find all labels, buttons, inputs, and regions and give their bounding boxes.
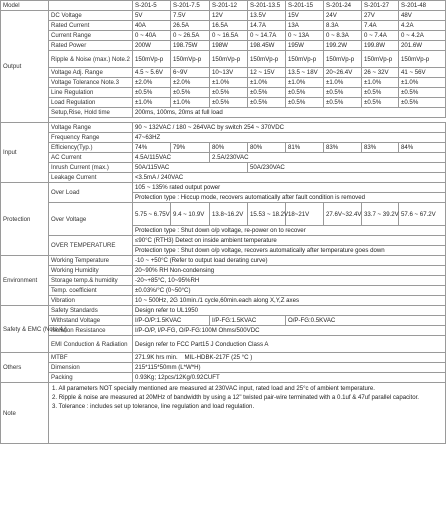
row-rated-power <box>1 41 446 51</box>
row-temp-coeff <box>1 286 446 296</box>
value-cell: 83% <box>362 143 399 153</box>
row-over-load <box>1 183 446 193</box>
value-cell: 0 ~ 7.4A <box>362 31 399 41</box>
value-cell: 201.6W <box>399 41 446 51</box>
value-cell: 57.6 ~ 67.2V <box>399 203 446 226</box>
value-cell: ±1.0% <box>171 98 210 108</box>
value-cell: ±1.0% <box>399 78 446 88</box>
value-cell: 50A/115VAC <box>133 163 248 173</box>
row-ac-current <box>1 153 446 163</box>
row-label: MTBF <box>49 353 133 363</box>
value-cell: 20~26.4V <box>324 68 362 78</box>
value-cell: 0 ~ 13A <box>286 31 324 41</box>
model-cell: S-201-15 <box>286 1 324 11</box>
value-cell: I/P-FG:1.5KVAC <box>210 316 286 326</box>
value-cell: 74% <box>133 143 171 153</box>
value-cell: ±0.5% <box>286 88 324 98</box>
row-safety-standards <box>1 306 446 316</box>
value-cell: ±0.5% <box>399 98 446 108</box>
value-cell: 0 ~ 14.7A <box>248 31 286 41</box>
value-cell: 0 ~ 40A <box>133 31 171 41</box>
value-cell: ±0.5% <box>324 88 362 98</box>
row-label: Rated Power <box>49 41 133 51</box>
model-header: Model <box>1 1 49 11</box>
row-label: Setup,Rise, Hold time <box>49 108 133 118</box>
row-leakage <box>1 173 446 183</box>
row-efficiency <box>1 143 446 153</box>
value-cell: -10 ~ +50°C (Refer to output load derating curve) <box>133 256 446 266</box>
value-cell: 10~13V <box>210 68 248 78</box>
row-label: Load Regulation <box>49 98 133 108</box>
row-notes <box>1 383 446 444</box>
value-cell: 6~9V <box>171 68 210 78</box>
value-cell: ±0.03%/°C (0~50°C) <box>133 286 446 296</box>
value-cell: 80% <box>248 143 286 153</box>
value-cell: ±2.0% <box>133 78 171 88</box>
row-label: Voltage Range <box>49 123 133 133</box>
value-cell: Design refer to FCC Part15 J Conduction Class A <box>133 336 446 353</box>
value-cell: ±0.5% <box>133 88 171 98</box>
value-cell: 15.53 ~ 18.2V <box>248 203 286 226</box>
row-label: OVER TEMPERATURE <box>49 236 133 256</box>
value-cell: 199.8W <box>362 41 399 51</box>
value-cell: 198W <box>210 41 248 51</box>
value-cell: 0 ~ 26.5A <box>171 31 210 41</box>
value-cell: 150mVp-p <box>248 51 286 68</box>
value-cell: O/P-FG:0.5KVAC <box>286 316 446 326</box>
value-cell: 12V <box>210 11 248 21</box>
model-cell: S-201-5 <box>133 1 171 11</box>
model-cell: S-201-7.5 <box>171 1 210 11</box>
value-cell: 2.5A/230VAC <box>210 153 446 163</box>
row-label: Dimension <box>49 363 133 373</box>
value-cell: Protection type : Shut down o/p voltage, re-power on to recover <box>133 226 446 236</box>
value-cell: 90 ~ 132VAC / 180 ~ 264VAC by switch 254 ~ 370VDC <box>133 123 446 133</box>
value-cell: 150mVp-p <box>210 51 248 68</box>
value-cell: 150mVp-p <box>133 51 171 68</box>
value-cell: ±1.0% <box>133 98 171 108</box>
value-cell: 105 ~ 135% rated output power <box>133 183 446 193</box>
value-cell: 47~63HZ <box>133 133 446 143</box>
value-cell: 0 ~ 4.2A <box>399 31 446 41</box>
row-emi <box>1 336 446 353</box>
value-cell: 40A <box>133 21 171 31</box>
value-cell: Protection type : Shut down o/p voltage, recovers automatically after temperature goes down <box>133 246 446 256</box>
row-storage <box>1 276 446 286</box>
value-cell: 200W <box>133 41 171 51</box>
value-cell: 27V <box>362 11 399 21</box>
value-cell: ±0.5% <box>248 98 286 108</box>
value-cell: 150mVp-p <box>399 51 446 68</box>
row-label: Working Temperature <box>49 256 133 266</box>
value-cell: ±0.5% <box>171 88 210 98</box>
value-cell: 26.5A <box>171 21 210 31</box>
value-cell: 5V <box>133 11 171 21</box>
row-label: Withstand Voltage <box>49 316 133 326</box>
value-cell: 24V <box>324 11 362 21</box>
row-label: DC Voltage <box>49 11 133 21</box>
row-over-temperature <box>1 236 446 246</box>
value-cell: Design refer to UL1950 <box>133 306 446 316</box>
value-cell: 48V <box>399 11 446 21</box>
value-cell: 0 ~ 16.5A <box>210 31 248 41</box>
value-cell: ±1.0% <box>286 78 324 88</box>
row-rated-current <box>1 21 446 31</box>
row-label: Working Humidity <box>49 266 133 276</box>
row-label: Ripple & Noise (max.) Note.2 <box>49 51 133 68</box>
value-cell: Protection type : Hiccup mode, recovers automatically after fault condition is removed <box>133 193 446 203</box>
row-label: Inrush Current (max.) <box>49 163 133 173</box>
row-label: Safety Standards <box>49 306 133 316</box>
value-cell: ±1.0% <box>210 78 248 88</box>
row-inrush <box>1 163 446 173</box>
value-cell: I/P-O/P, I/P-FG, O/P-FG:100M Ohms/500VDC <box>133 326 446 336</box>
row-packing <box>1 373 446 383</box>
row-label: Storage temp.& humidity <box>49 276 133 286</box>
value-cell: 198.75W <box>171 41 210 51</box>
value-cell: 195W <box>286 41 324 51</box>
row-label: Efficiency(Typ.) <box>49 143 133 153</box>
value-cell: 0 ~ 8.3A <box>324 31 362 41</box>
model-cell: S-201-13.5 <box>248 1 286 11</box>
value-cell: ±0.5% <box>210 98 248 108</box>
value-cell: 84% <box>399 143 446 153</box>
value-cell: I/P-O/P:1.5KVAC <box>133 316 210 326</box>
value-cell: <3.5mA / 240VAC <box>133 173 446 183</box>
value-cell: 7.4A <box>362 21 399 31</box>
model-cell: S-201-24 <box>324 1 362 11</box>
row-frequency <box>1 133 446 143</box>
value-cell: ±1.0% <box>248 78 286 88</box>
row-vibration <box>1 296 446 306</box>
value-cell: 13.8~16.2V <box>210 203 248 226</box>
value-cell: 7.5V <box>171 11 210 21</box>
row-current-range <box>1 31 446 41</box>
value-cell: 198.45W <box>248 41 286 51</box>
value-cell: 150mVp-p <box>286 51 324 68</box>
value-cell: 13.5V <box>248 11 286 21</box>
value-cell: 4.5A/115VAC <box>133 153 210 163</box>
value-cell: 79% <box>171 143 210 153</box>
value-cell: 271.9K hrs min. MIL-HDBK-217F (25 °C ) <box>133 353 446 363</box>
value-cell: 0.93Kg; 12pcs/12Kg/0.92CUFT <box>133 373 446 383</box>
value-cell: 150mVp-p <box>362 51 399 68</box>
category-safety: Safety & EMC (Note 4.) <box>1 306 49 353</box>
value-cell: 13.5 ~ 18V <box>286 68 324 78</box>
value-cell: 81% <box>286 143 324 153</box>
category-others: Others <box>1 353 49 383</box>
note-1: 1. All parameters NOT specially mentioned are measured at 230VAC input, rated load and 25°c of ambient temperature. <box>52 385 375 392</box>
value-cell: ≤90°C (RTH3) Detect on inside ambient temperature <box>133 236 446 246</box>
row-label: Frequency Range <box>49 133 133 143</box>
value-cell: 10 ~ 500Hz, 2G 10min./1 cycle,60min.each along X,Y,Z axes <box>133 296 446 306</box>
row-isolation <box>1 326 446 336</box>
value-cell: ±0.5% <box>324 98 362 108</box>
row-label: AC Current <box>49 153 133 163</box>
row-voltage-range <box>1 123 446 133</box>
row-label: Current Range <box>49 31 133 41</box>
category-output: Output <box>1 11 49 123</box>
row-label: Voltage Adj. Range <box>49 68 133 78</box>
row-voltage-tolerance <box>1 78 446 88</box>
value-cell: ±2.0% <box>171 78 210 88</box>
value-cell: ±0.5% <box>248 88 286 98</box>
value-cell: 16.5A <box>210 21 248 31</box>
value-cell: 150mVp-p <box>171 51 210 68</box>
row-working-humidity <box>1 266 446 276</box>
row-label: Rated Current <box>49 21 133 31</box>
value-cell: 12 ~ 15V <box>248 68 286 78</box>
value-cell: 199.2W <box>324 41 362 51</box>
model-cell: S-201-27 <box>362 1 399 11</box>
row-label: Vibration <box>49 296 133 306</box>
row-over-voltage <box>1 203 446 226</box>
value-cell: 14.7A <box>248 21 286 31</box>
row-label: EMI Conduction & Radiation <box>49 336 133 353</box>
value-cell: 80% <box>210 143 248 153</box>
row-withstand <box>1 316 446 326</box>
value-cell: 4.5 ~ 5.6V <box>133 68 171 78</box>
category-protection: Protection <box>1 183 49 256</box>
category-environment: Environment <box>1 256 49 306</box>
note-2: 2. Ripple & noise are measured at 20MHz of bandwidth by using a 12" twisted pair-wire terminated with a 0.1uf & 47uf parallel capacitor. <box>52 393 419 401</box>
value-cell: ±0.5% <box>362 98 399 108</box>
row-load-regulation <box>1 98 446 108</box>
category-input: Input <box>1 123 49 183</box>
value-cell: 150mVp-p <box>324 51 362 68</box>
category-note: Note <box>1 383 49 444</box>
value-cell: 20~90% RH Non-condensing <box>133 266 446 276</box>
row-mtbf <box>1 353 446 363</box>
row-dc-voltage <box>1 11 446 21</box>
row-label: Packing <box>49 373 133 383</box>
value-cell: ±0.5% <box>399 88 446 98</box>
value-cell: ±0.5% <box>362 88 399 98</box>
row-label: Over Load <box>49 183 133 203</box>
value-cell: ±0.5% <box>286 98 324 108</box>
note-3: 3. Tolerance : includes set up tolerance, line regulation and load regulation. <box>52 402 255 410</box>
value-cell: 26 ~ 32V <box>362 68 399 78</box>
model-cell: S-201-48 <box>399 1 446 11</box>
row-dimension <box>1 363 446 373</box>
value-cell: 41 ~ 56V <box>399 68 446 78</box>
value-cell: ±1.0% <box>362 78 399 88</box>
row-ripple <box>1 51 446 68</box>
value-cell: ±0.5% <box>210 88 248 98</box>
row-label: Line Regulation <box>49 88 133 98</box>
value-cell: ±1.0% <box>324 78 362 88</box>
row-setup-time <box>1 108 446 118</box>
row-voltage-adj <box>1 68 446 78</box>
header-row <box>1 1 446 11</box>
value-cell: 27.6V~32.4V <box>324 203 362 226</box>
value-cell: 50A/230VAC <box>248 163 446 173</box>
model-cell: S-201-12 <box>210 1 248 11</box>
row-label: Isolation Resistance <box>49 326 133 336</box>
value-cell: 5.75 ~ 6.75V <box>133 203 171 226</box>
row-working-temp <box>1 256 446 266</box>
value-cell: 9.4 ~ 10.9V <box>171 203 210 226</box>
value-cell: 13A <box>286 21 324 31</box>
row-label: Leakage Current <box>49 173 133 183</box>
value-cell: 18~21V <box>286 203 324 226</box>
row-line-regulation <box>1 88 446 98</box>
row-label: Voltage Tolerance Note.3 <box>49 78 133 88</box>
value-cell: 33.7 ~ 39.2V <box>362 203 399 226</box>
row-label: Temp. coefficient <box>49 286 133 296</box>
value-cell: 83% <box>324 143 362 153</box>
value-cell: 4.2A <box>399 21 446 31</box>
value-cell: 215*115*50mm (L*W*H) <box>133 363 446 373</box>
value-cell: 8.3A <box>324 21 362 31</box>
value-cell: 15V <box>286 11 324 21</box>
value-cell: 200ms, 100ms, 20ms at full load <box>133 108 446 118</box>
row-label: Over Voltage <box>49 203 133 236</box>
value-cell: -20~+85°C, 10~95%RH <box>133 276 446 286</box>
